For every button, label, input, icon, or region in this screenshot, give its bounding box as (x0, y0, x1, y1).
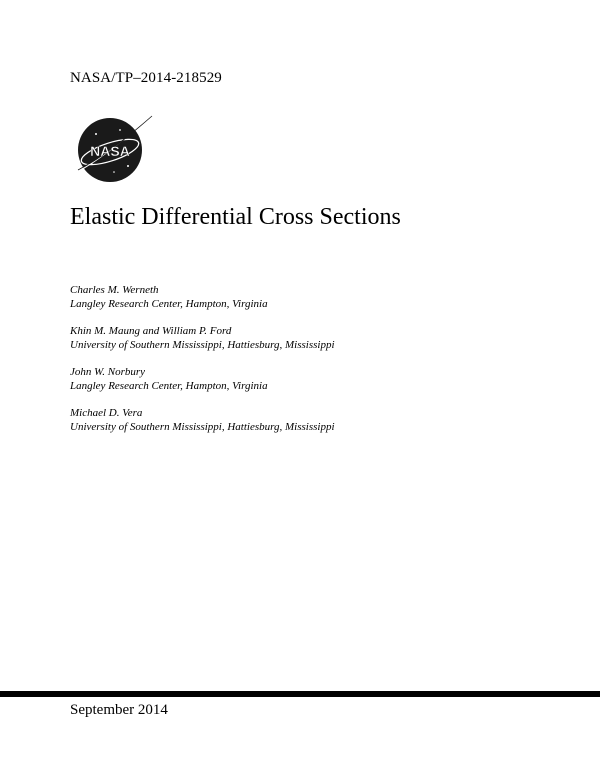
author-group (70, 283, 335, 311)
author-names: Charles M. Werneth (70, 284, 159, 296)
nasa-logo-icon (68, 108, 156, 188)
horizontal-rule (0, 691, 600, 697)
author-affiliation: Langley Research Center, Hampton, Virginia (70, 380, 268, 392)
author-group (70, 406, 335, 434)
document-title: Elastic Differential Cross Sections (70, 204, 401, 230)
author-names: John W. Norbury (70, 366, 146, 378)
author-names: Khin M. Maung and William P. Ford (70, 325, 232, 337)
author-affiliation: University of Southern Mississippi, Hattiesburg, Mississippi (70, 339, 335, 351)
report-number: NASA/TP–2014-218529 (70, 70, 222, 86)
nasa-wordmark: NASA (90, 143, 130, 159)
author-list (70, 283, 335, 447)
author-group (70, 365, 335, 393)
author-affiliation: University of Southern Mississippi, Hattiesburg, Mississippi (70, 421, 335, 433)
author-affiliation: Langley Research Center, Hampton, Virginia (70, 298, 268, 310)
author-names: Michael D. Vera (70, 407, 143, 419)
publication-date: September 2014 (70, 702, 168, 718)
author-group (70, 324, 335, 352)
